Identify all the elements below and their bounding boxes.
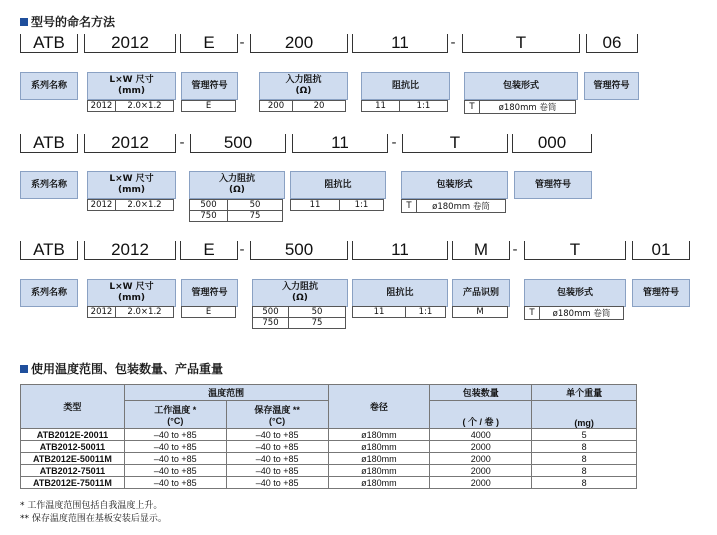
section-title-naming: [20, 13, 115, 30]
header-reel: 卷径: [328, 385, 430, 429]
input-code: 200: [260, 101, 293, 112]
ratio-table: [290, 199, 384, 211]
cell-storage-temp: –40 to +85: [226, 441, 328, 453]
label-text: 产品识别: [462, 287, 499, 298]
label-input: [252, 279, 348, 307]
input-table: [259, 100, 346, 112]
ratio-code: 11: [291, 200, 340, 211]
input-value: 50: [289, 307, 346, 318]
header-qty: 包装数量: [430, 385, 532, 401]
label-text: L×W 尺寸: [109, 75, 154, 85]
code-series: ATB: [20, 134, 78, 153]
pack-table: [464, 100, 576, 114]
code-mgmt2: 01: [632, 241, 690, 260]
header-weight-unit: [532, 401, 637, 429]
cell-qty: 2000: [430, 441, 532, 453]
cell-op-temp: –40 to +85: [124, 477, 226, 489]
pack-code: T: [402, 200, 417, 213]
label-unit: (mm): [118, 185, 145, 195]
size-code: 2012: [88, 307, 116, 318]
input-value: 50: [228, 200, 283, 211]
table-row: [21, 465, 637, 477]
header-qty-unit: [430, 401, 532, 429]
ratio-table: [361, 100, 448, 112]
label-text: 管理符号: [593, 80, 630, 91]
label-ratio: [352, 279, 448, 307]
size-table: [87, 199, 174, 211]
cell-weight: 8: [532, 441, 637, 453]
cell-type: ATB2012E-50011M: [21, 453, 125, 465]
cell-storage-temp: –40 to +85: [226, 465, 328, 477]
cell-qty: 4000: [430, 429, 532, 441]
code-size: 2012: [84, 34, 176, 53]
input-table: [252, 306, 346, 329]
label-unit: (Ω): [229, 185, 245, 195]
label-mgmt2: [584, 72, 639, 100]
label-text: 包装形式: [436, 179, 473, 190]
section-title-text: 型号的命名方法: [31, 15, 116, 29]
table-row: [21, 453, 637, 465]
table-row: [21, 429, 637, 441]
code-mgmt2: 06: [586, 34, 638, 53]
cell-weight: 8: [532, 465, 637, 477]
cell-storage-temp: –40 to +85: [226, 453, 328, 465]
label-input: [189, 171, 285, 199]
header-op-temp-unit: (°C): [167, 416, 184, 426]
code-mgmt: 000: [512, 134, 592, 153]
mgmt-value: E: [182, 307, 236, 318]
input-code: 750: [253, 318, 289, 329]
code-ratio: 11: [352, 241, 448, 260]
code-packaging: T: [402, 134, 508, 153]
label-pack: [524, 279, 626, 307]
spec-table: [20, 384, 637, 489]
code-series: ATB: [20, 34, 78, 53]
label-text: 管理符号: [191, 80, 228, 91]
label-text: 管理符号: [534, 179, 571, 190]
code-ratio: 11: [352, 34, 448, 53]
code-dash: -: [179, 135, 185, 151]
label-text: 包装形式: [556, 287, 593, 298]
label-series: [20, 171, 78, 199]
section-title-specs: [20, 360, 223, 377]
cell-type: ATB2012-50011: [21, 441, 125, 453]
input-value: 75: [228, 211, 283, 222]
label-series: [20, 279, 78, 307]
size-value: 2.0×1.2: [116, 200, 174, 211]
header-qty-unit-text: ( 个 / 卷 ): [462, 417, 499, 427]
label-series: [20, 72, 78, 100]
label-unit: (mm): [118, 86, 145, 96]
cell-reel: ø180mm: [328, 477, 430, 489]
code-mgmt: E: [180, 34, 238, 53]
label-mgmt: [514, 171, 592, 199]
label-pack: [401, 171, 508, 199]
pack-value: ø180mm 卷筒: [417, 200, 506, 213]
code-input-impedance: 200: [250, 34, 348, 53]
label-text: 阻抗比: [391, 80, 419, 91]
ratio-table: [352, 306, 446, 318]
pack-value: ø180mm 卷筒: [480, 101, 576, 114]
label-text: 入力阻抗: [218, 174, 255, 184]
input-code: 500: [190, 200, 228, 211]
label-text: 入力阻抗: [281, 282, 318, 292]
ratio-code: 11: [353, 307, 406, 318]
code-ratio: 11: [292, 134, 388, 153]
input-code: 750: [190, 211, 228, 222]
size-table: [87, 306, 174, 318]
label-text: 系列名称: [30, 179, 67, 190]
header-storage-temp: [226, 401, 328, 429]
cell-reel: ø180mm: [328, 441, 430, 453]
mgmt-value: E: [182, 101, 236, 112]
input-code: 500: [253, 307, 289, 318]
size-value: 2.0×1.2: [116, 307, 174, 318]
pack-code: T: [525, 307, 540, 320]
input-value: 75: [289, 318, 346, 329]
code-input-impedance: 500: [250, 241, 348, 260]
cell-weight: 8: [532, 453, 637, 465]
cell-weight: 5: [532, 429, 637, 441]
label-input: [259, 72, 348, 100]
cell-storage-temp: –40 to +85: [226, 477, 328, 489]
code-packaging: T: [524, 241, 626, 260]
cell-op-temp: –40 to +85: [124, 453, 226, 465]
ratio-value: 1:1: [406, 307, 446, 318]
mgmt-table: [181, 100, 236, 112]
label-text: 系列名称: [30, 287, 67, 298]
label-pack: [464, 72, 578, 100]
code-dash: -: [391, 135, 397, 151]
label-product-id: [452, 279, 510, 307]
cell-storage-temp: –40 to +85: [226, 429, 328, 441]
input-value: 20: [293, 101, 346, 112]
cell-reel: ø180mm: [328, 429, 430, 441]
code-input-impedance: 500: [190, 134, 286, 153]
cell-qty: 2000: [430, 465, 532, 477]
cell-type: ATB2012-75011: [21, 465, 125, 477]
ratio-code: 11: [362, 101, 400, 112]
label-size: [87, 72, 176, 100]
header-storage-temp-unit: (°C): [269, 416, 286, 426]
label-mgmt: [181, 72, 238, 100]
cell-reel: ø180mm: [328, 453, 430, 465]
header-weight-unit-text: (mg): [574, 418, 594, 428]
table-row: [21, 441, 637, 453]
code-series: ATB: [20, 241, 78, 260]
code-mgmt: E: [180, 241, 238, 260]
input-table: [189, 199, 283, 222]
cell-type: ATB2012E-20011: [21, 429, 125, 441]
label-text: 系列名称: [30, 80, 67, 91]
table-row: [21, 477, 637, 489]
label-ratio: [290, 171, 386, 199]
pack-table: [401, 199, 506, 213]
label-mgmt2: [632, 279, 690, 307]
code-dash: -: [512, 242, 518, 258]
cell-op-temp: –40 to +85: [124, 441, 226, 453]
code-product-id: M: [452, 241, 510, 260]
header-storage-temp-label: 保存温度 **: [254, 405, 300, 415]
footnote-storage-temp: ** 保存温度范围在基板安装后显示。: [20, 514, 167, 524]
cell-qty: 2000: [430, 453, 532, 465]
size-value: 2.0×1.2: [116, 101, 174, 112]
ratio-value: 1:1: [400, 101, 448, 112]
header-type: 类型: [21, 385, 125, 429]
header-op-temp: [124, 401, 226, 429]
section-marker-icon: [20, 365, 28, 373]
code-dash: -: [239, 242, 245, 258]
cell-op-temp: –40 to +85: [124, 465, 226, 477]
label-unit: (mm): [118, 293, 145, 303]
code-size: 2012: [84, 241, 176, 260]
size-code: 2012: [88, 200, 116, 211]
size-table: [87, 100, 174, 112]
header-op-temp-label: 工作温度 *: [154, 405, 197, 415]
label-text: L×W 尺寸: [109, 174, 154, 184]
size-code: 2012: [88, 101, 116, 112]
code-size: 2012: [84, 134, 176, 153]
cell-type: ATB2012E-75011M: [21, 477, 125, 489]
cell-op-temp: –40 to +85: [124, 429, 226, 441]
cell-reel: ø180mm: [328, 465, 430, 477]
mgmt-table: [181, 306, 236, 318]
code-packaging: T: [462, 34, 580, 53]
header-temp-range: 温度范围: [124, 385, 328, 401]
label-text: 包装形式: [502, 80, 539, 91]
pack-code: T: [465, 101, 480, 114]
label-text: 管理符号: [642, 287, 679, 298]
pack-table: [524, 306, 624, 320]
product-id-table: [452, 306, 508, 318]
label-mgmt: [181, 279, 238, 307]
label-text: 管理符号: [191, 287, 228, 298]
label-text: L×W 尺寸: [109, 282, 154, 292]
code-dash: -: [239, 35, 245, 51]
section-title-text: 使用温度范围、包装数量、产品重量: [31, 362, 224, 376]
ratio-value: 1:1: [340, 200, 384, 211]
cell-weight: 8: [532, 477, 637, 489]
footnote-op-temp: * 工作温度范围包括自我温度上升。: [20, 501, 163, 511]
label-size: [87, 279, 176, 307]
section-marker-icon: [20, 18, 28, 26]
header-weight: 单个重量: [532, 385, 637, 401]
product-id-value: M: [453, 307, 508, 318]
label-unit: (Ω): [295, 86, 312, 96]
label-text: 入力阻抗: [285, 75, 322, 85]
cell-qty: 2000: [430, 477, 532, 489]
label-ratio: [361, 72, 450, 100]
code-dash: -: [450, 35, 456, 51]
label-unit: (Ω): [292, 293, 308, 303]
label-size: [87, 171, 176, 199]
pack-value: ø180mm 卷筒: [540, 307, 624, 320]
label-text: 阻抗比: [386, 287, 414, 298]
label-text: 阻抗比: [324, 179, 352, 190]
